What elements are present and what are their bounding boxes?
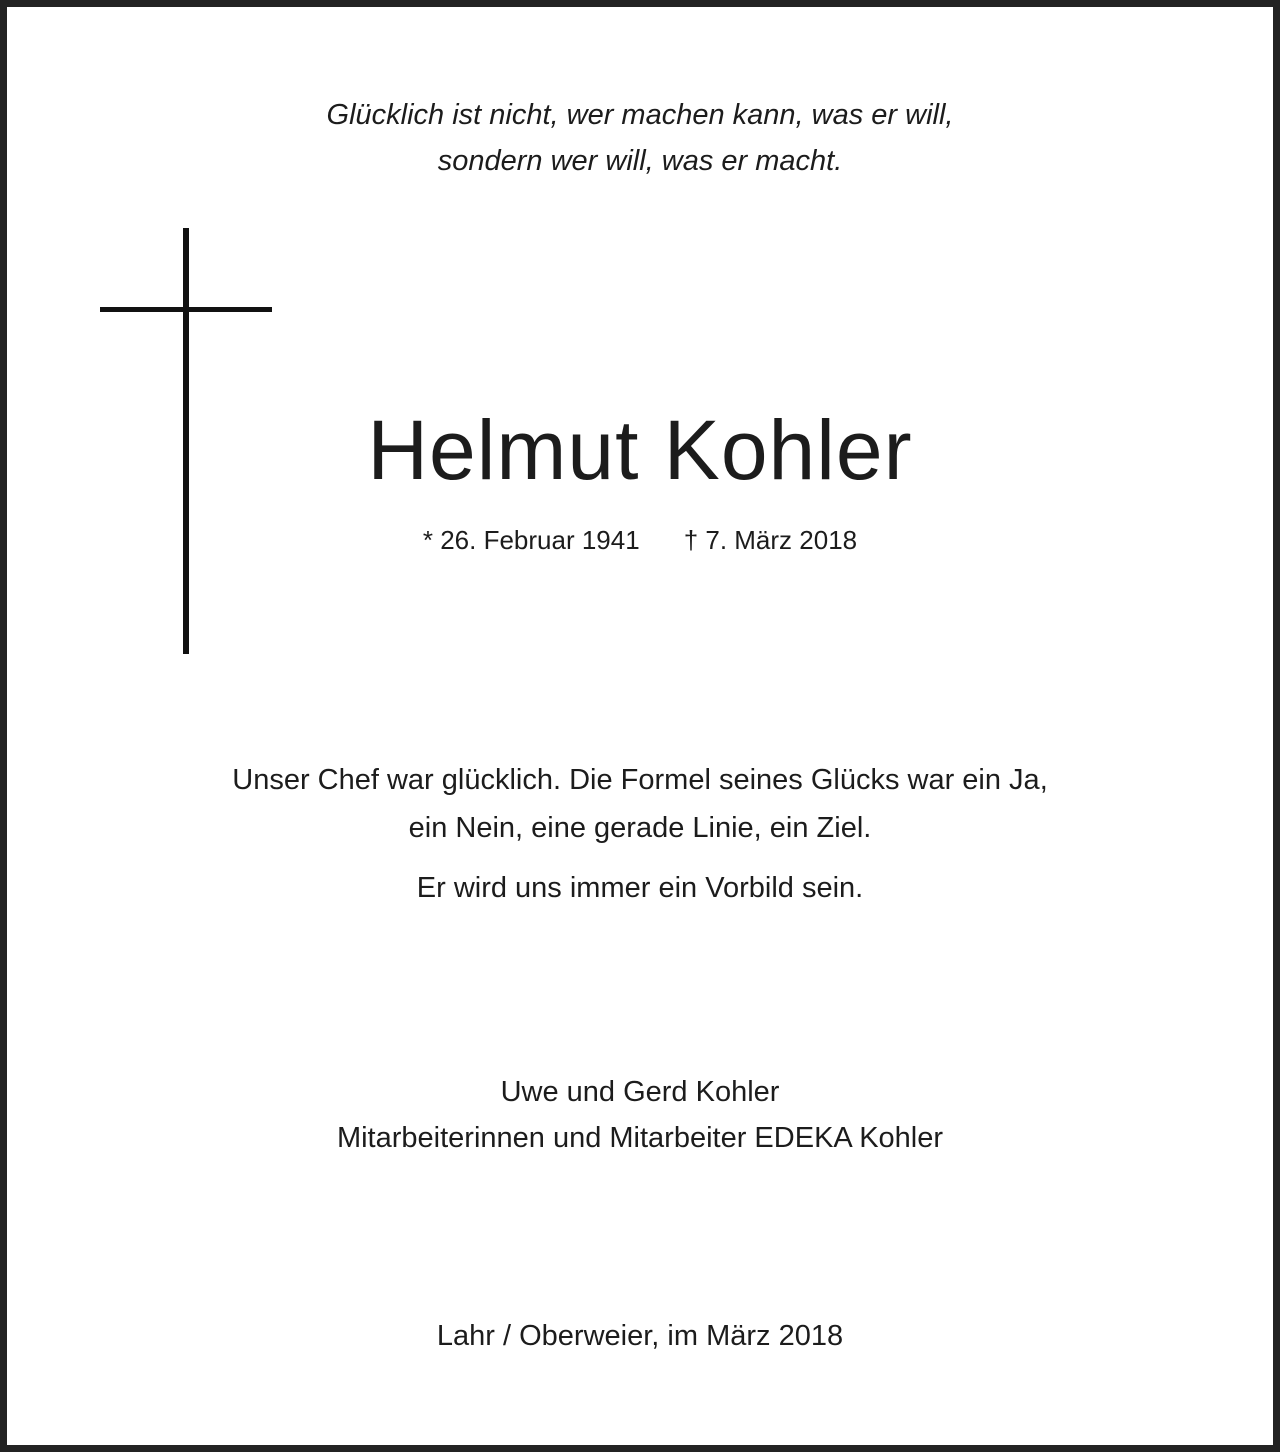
deceased-name: Helmut Kohler (367, 403, 913, 497)
tribute-line-3: Er wird uns immer ein Vorbild sein. (416, 872, 864, 904)
quote-line-2: sondern wer will, was er macht. (437, 145, 843, 177)
life-dates (0, 525, 1280, 556)
mourners-line-2: Mitarbeiterinnen und Mitarbeiter EDEKA Kohler (336, 1122, 944, 1154)
mourners-line-1: Uwe und Gerd Kohler (500, 1076, 780, 1108)
tribute-line-2: ein Nein, eine gerade Linie, ein Ziel. (408, 812, 872, 844)
quote-line-1: Glücklich ist nicht, wer machen kann, was er will, (326, 99, 954, 131)
place-date: Lahr / Oberweier, im März 2018 (436, 1320, 844, 1352)
birth-date: * 26. Februar 1941 (422, 525, 640, 555)
tribute-line-1: Unser Chef war glücklich. Die Formel seines Glücks war ein Ja, (232, 764, 1048, 796)
death-date: † 7. März 2018 (683, 525, 858, 555)
